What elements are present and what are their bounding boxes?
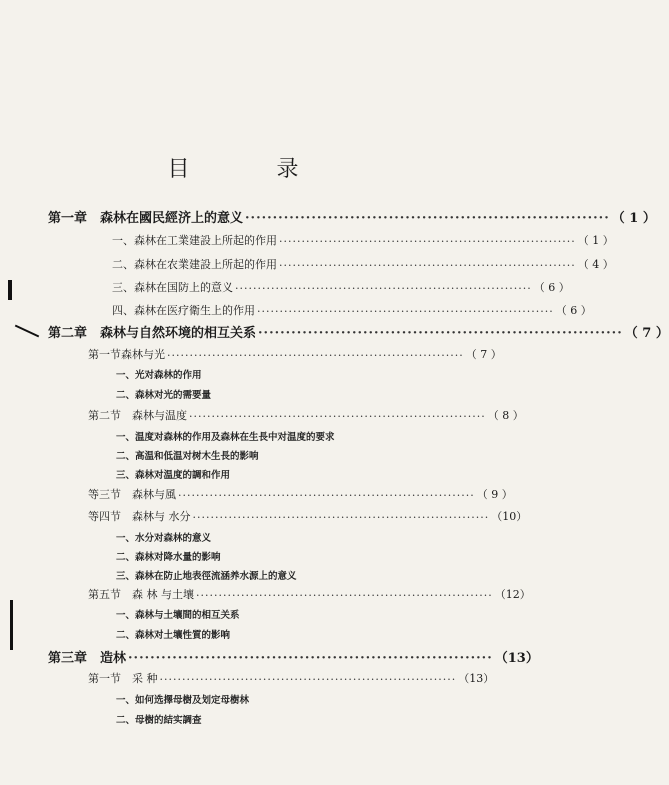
toc-subentry[interactable] xyxy=(116,387,446,401)
toc-label: 第二节 森林与温度 xyxy=(88,409,187,422)
toc-label: 三、森林在防止地表徑流涵养水源上的意义 xyxy=(116,571,297,582)
toc-entry[interactable] xyxy=(112,302,592,318)
scan-mark xyxy=(15,325,39,338)
toc-chapter[interactable] xyxy=(48,647,539,666)
toc-label: 二、森林在农業建設上所起的作用 xyxy=(112,258,277,271)
toc-label: 二、森林对土壤性質的影响 xyxy=(116,630,231,641)
scan-mark xyxy=(10,600,13,650)
toc-entry[interactable] xyxy=(88,586,531,602)
toc-label: 第一节森林与光 xyxy=(88,348,165,361)
toc-label: 一、温度对森林的作用及森林在生長中对温度的要求 xyxy=(116,432,335,443)
toc-label: 等四节 森林与 水分 xyxy=(88,510,191,523)
leader-dots: ·································································· xyxy=(167,349,464,362)
toc-entry[interactable] xyxy=(112,279,570,295)
toc-entry[interactable] xyxy=(88,670,495,686)
toc-subentry[interactable] xyxy=(116,429,456,443)
toc-page-number: （12） xyxy=(494,588,531,601)
toc-label: 一、水分对森林的意义 xyxy=(116,533,212,544)
toc-label: 二、母樹的結实調查 xyxy=(116,715,202,726)
leader-dots: ·································································· xyxy=(178,489,475,502)
toc-label: 第五节 森 林 与土壤 xyxy=(88,588,194,601)
toc-entry[interactable] xyxy=(88,508,528,524)
toc-page-number: （ 4 ） xyxy=(577,258,614,271)
toc-label: 第一节 采 种 xyxy=(88,672,158,685)
toc-label: 一、森林在工業建設上所起的作用 xyxy=(112,234,277,247)
toc-chapter[interactable] xyxy=(48,207,656,226)
toc-subentry[interactable] xyxy=(116,448,446,462)
leader-dots: ·································································· xyxy=(159,673,457,686)
toc-label: 第一章 森林在國民經济上的意义 xyxy=(48,211,244,226)
page-title: 目 录 xyxy=(167,157,339,182)
leader-dots: ·································································· xyxy=(192,511,490,524)
toc-label: 一、光对森林的作用 xyxy=(116,370,202,381)
scan-mark xyxy=(8,280,12,300)
toc-subentry[interactable] xyxy=(116,692,446,706)
toc-label: 四、森林在医疗衛生上的作用 xyxy=(112,304,255,317)
toc-page-number: （ 1 ） xyxy=(577,234,614,247)
toc-subentry[interactable] xyxy=(116,627,446,641)
toc-page-number: （10） xyxy=(491,510,528,523)
toc-entry[interactable] xyxy=(88,346,502,362)
toc-subentry[interactable] xyxy=(116,568,456,582)
leader-dots: ·································································· xyxy=(245,211,610,226)
toc-label: 二、高温和低温对树木生長的影响 xyxy=(116,451,259,462)
toc-label: 第三章 造林 xyxy=(48,651,127,666)
toc-label: 一、如何选擇母樹及划定母樹林 xyxy=(116,695,250,706)
toc-chapter[interactable] xyxy=(48,322,669,341)
toc-page-number: （ 9 ） xyxy=(476,488,513,501)
toc-subentry[interactable] xyxy=(116,712,446,726)
toc-label: 二、森林对降水量的影响 xyxy=(116,552,221,563)
toc-label: 二、森林对光的需要量 xyxy=(116,390,212,401)
leader-dots: ·································································· xyxy=(128,651,493,666)
toc-label: 第二章 森林与自然环境的相互关系 xyxy=(48,326,257,341)
toc-subentry[interactable] xyxy=(116,467,446,481)
leader-dots: ·································································· xyxy=(279,259,576,272)
toc-page-number: （ 6 ） xyxy=(555,304,592,317)
leader-dots: ·································································· xyxy=(279,235,576,248)
toc-label: 三、森林对温度的調和作用 xyxy=(116,470,231,481)
leader-dots: ·································································· xyxy=(258,326,623,341)
toc-label: 等三节 森林与風 xyxy=(88,488,176,501)
toc-entry[interactable] xyxy=(88,407,524,423)
toc-page-number: （ 7 ） xyxy=(465,348,502,361)
leader-dots: ·································································· xyxy=(257,305,554,318)
toc-page-number: （ 8 ） xyxy=(487,409,524,422)
toc-subentry[interactable] xyxy=(116,607,446,621)
leader-dots: ·································································· xyxy=(235,282,532,295)
toc-label: 一、森林与土壤間的相互关系 xyxy=(116,610,240,621)
toc-label: 三、森林在国防上的意义 xyxy=(112,281,233,294)
toc-page-number: （ 1 ） xyxy=(611,211,656,226)
toc-subentry[interactable] xyxy=(116,530,446,544)
toc-page-number: （13） xyxy=(494,651,539,666)
toc-page-number: （13） xyxy=(458,672,495,685)
toc-entry[interactable] xyxy=(88,486,513,502)
toc-entry[interactable] xyxy=(112,256,614,272)
toc-page-number: （ 7 ） xyxy=(624,326,669,341)
leader-dots: ·································································· xyxy=(189,410,486,423)
toc-entry[interactable] xyxy=(112,232,614,248)
toc-subentry[interactable] xyxy=(116,549,446,563)
leader-dots: ·································································· xyxy=(196,589,493,602)
toc-subentry[interactable] xyxy=(116,367,446,381)
toc-page-number: （ 6 ） xyxy=(533,281,570,294)
